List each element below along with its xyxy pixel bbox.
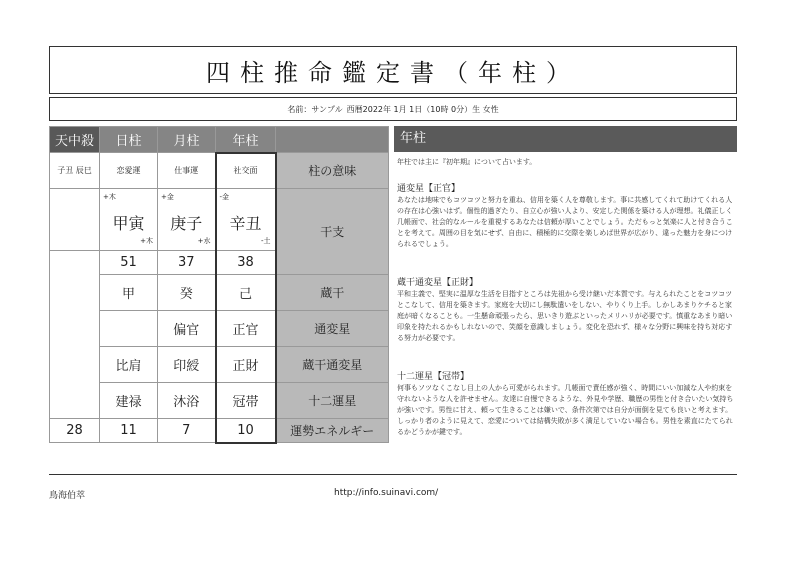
zokan-tsuhen-year: 正財 <box>216 347 276 383</box>
client-info <box>49 97 737 121</box>
label-tsuhen: 通変星 <box>276 311 389 347</box>
unsei-day: 恋愛運 <box>100 153 158 189</box>
tsuhen-year: 正官 <box>216 311 276 347</box>
side-section-juni <box>397 371 735 438</box>
kanshi-day <box>100 189 158 251</box>
zokan-tsuhen-month: 印綬 <box>158 347 216 383</box>
kanshi-year-main: 辛丑 <box>229 214 262 233</box>
energy-month: 7 <box>158 419 216 443</box>
side-section-zokan-tsuhen <box>397 277 735 344</box>
juni-month: 沐浴 <box>158 383 216 419</box>
title-box <box>49 46 737 94</box>
kanshi-year <box>216 189 276 251</box>
header-day: 日柱 <box>100 127 158 153</box>
label-zokan-tsuhen: 蔵干通変星 <box>276 347 389 383</box>
label-energy: 運勢エネルギー <box>276 419 389 443</box>
unsei-year: 社交面 <box>216 153 276 189</box>
zokan-tsuhen-day: 比肩 <box>100 347 158 383</box>
side-header: 年柱 <box>394 126 737 152</box>
header-blank <box>276 127 389 153</box>
label-kanshi: 干支 <box>276 189 389 275</box>
zokan-year: 己 <box>216 275 276 311</box>
tenchusatsu-value: 子丑 辰巳 <box>50 153 100 189</box>
header-tenchusatsu: 天中殺 <box>50 127 100 153</box>
header-year: 年柱 <box>216 127 276 153</box>
section-title: 蔵干通変星【正財】 <box>397 278 479 288</box>
page-title: 四柱推命鑑定書（年柱） <box>206 58 580 87</box>
meishiki-table <box>49 126 389 444</box>
number-month: 37 <box>158 251 216 275</box>
kanshi-month-bot: +水 <box>197 237 211 245</box>
label-zokan: 蔵干 <box>276 275 389 311</box>
label-juni: 十二運星 <box>276 383 389 419</box>
tsuhen-month: 偏官 <box>158 311 216 347</box>
header-month: 月柱 <box>158 127 216 153</box>
side-intro-block <box>397 157 735 168</box>
birth-info: 西暦2022年 1月 1日（10時 0分）生 女性 <box>346 104 499 114</box>
footer-url[interactable]: http://info.suinavi.com/ <box>334 488 439 498</box>
kanshi-day-main: 甲寅 <box>112 214 145 233</box>
kanshi-year-top: -金 <box>219 193 230 201</box>
number-year: 38 <box>216 251 276 275</box>
label-hashira-imi: 柱の意味 <box>276 153 389 189</box>
section-body: 何事もソツなくこなし目上の人から可愛がられます。几帳面で責任感が強く、時間にいい加減な人や約束を守れないような人を許せません。友達に自慢できるような、外見や学歴、職歴の男性と付き合いたい気持ちが強いです。男性に甘え、頼って生きることは嫌いで、条件次第では自分が面倒を見ても良いと考えます。しっかり者のように見えて、恋愛については結構失敗が多く満足していない場合も。男性を素直にたてられるかどうかが鍵です。 <box>397 384 734 436</box>
energy-day: 11 <box>100 419 158 443</box>
kanshi-year-bot: -土 <box>260 237 271 245</box>
client-name: 名前：サンプル <box>287 104 343 114</box>
kanshi-day-top: +木 <box>103 193 116 201</box>
section-title: 通変星【正官】 <box>397 184 461 194</box>
zokan-month: 癸 <box>158 275 216 311</box>
juni-year: 冠帯 <box>216 383 276 419</box>
unsei-month: 仕事運 <box>158 153 216 189</box>
section-body: 平和主義で、堅実に温厚な生活を目指すところは先祖から受け継いだ本質です。与えられたことをコツコツとこなして、信用を築きます。家庭を大切にし無駄遣いをしない、やりくり上手。しかしあまりケチると家庭が暗くなることも。一生懸命頑張ったら、思いきり遊ぶといったメリハリが必要です。慎重なあまり暗い印象を持たれるかもしれないので、笑顔を意識しましょう。変化を恐れず、様々な分野に興味を持ち対応する努力が必要です。 <box>397 290 733 342</box>
kanshi-day-bot: +木 <box>140 237 153 245</box>
section-title: 十二運星【冠帯】 <box>397 372 470 382</box>
kanshi-month-top: +金 <box>161 193 174 201</box>
energy-year: 10 <box>216 419 276 443</box>
number-day: 51 <box>100 251 158 275</box>
kanshi-month <box>158 189 216 251</box>
zokan-day: 甲 <box>100 275 158 311</box>
tsuhen-day <box>100 311 158 347</box>
tenchu-empty-1 <box>50 189 100 251</box>
tenchu-empty-2 <box>50 251 100 419</box>
section-body: あなたは地味でもコツコツと努力を重ね、信用を築く人を尊敬します。事に共感してくれて助けてくれる人の存在は心強いはず。個性的過ぎたり、自立心が強い人より、安定した関係を築ける人が理想。礼儀正しく几帳面で、社会的なルールを重視するあなたは信頼が厚いことでしょう。ただもっと気楽に人と付き合うことを考えて。周囲の目を気にせず、自由に、積極的に交際を楽しめば世界が広がり、違った魅力を身につけられるでしょう。 <box>397 196 733 248</box>
juni-day: 建禄 <box>100 383 158 419</box>
energy-tenchu: 28 <box>50 419 100 443</box>
side-intro: 年柱では主に『初年期』について占います。 <box>397 158 537 166</box>
footer-author: 鳥海伯萃 <box>49 491 86 501</box>
footer-divider <box>49 474 737 475</box>
kanshi-month-main: 庚子 <box>170 214 203 233</box>
side-section-tsuhen <box>397 183 735 250</box>
